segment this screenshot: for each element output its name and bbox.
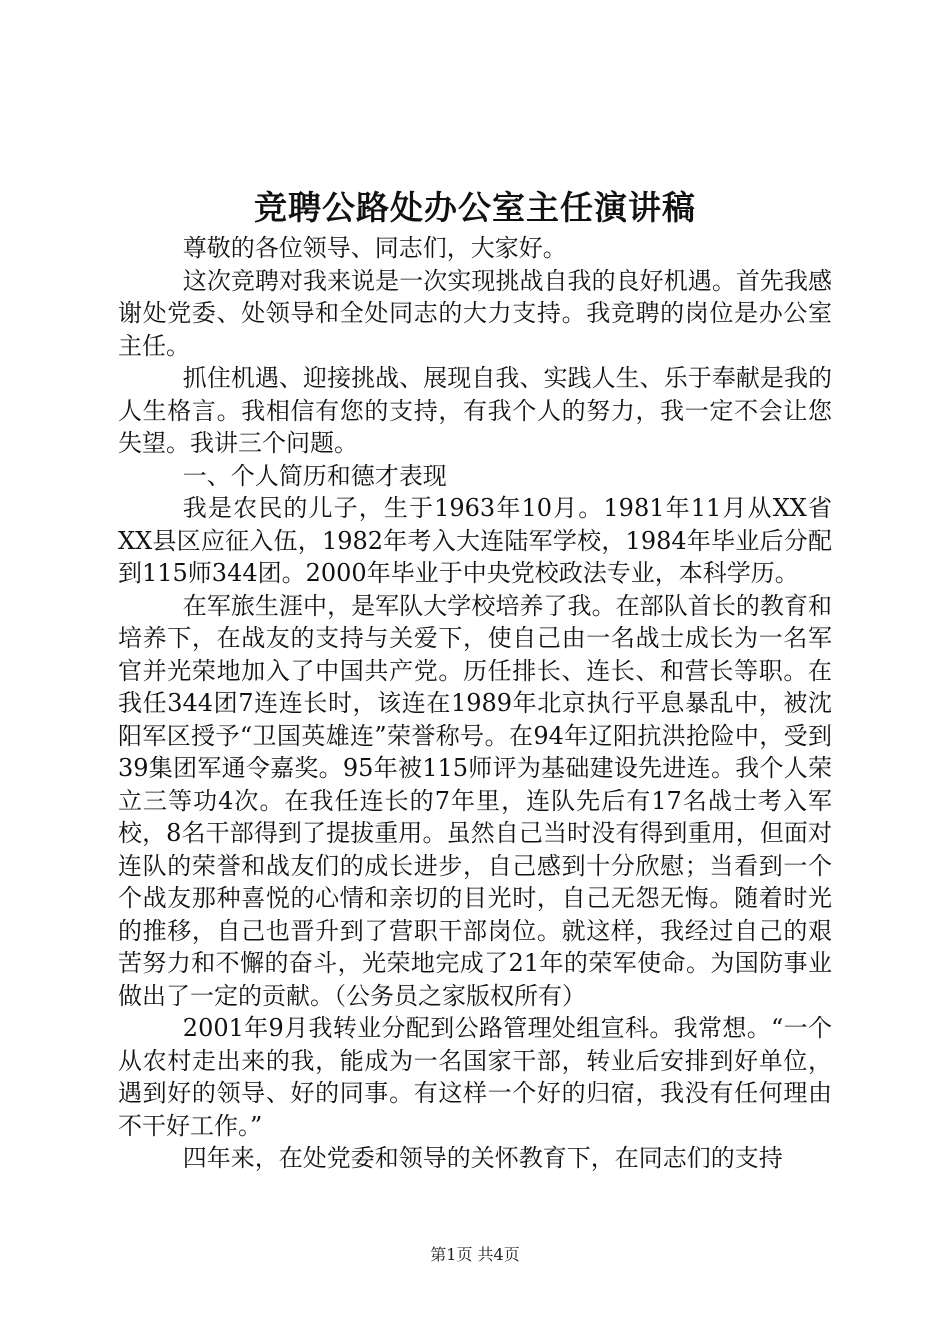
paragraph-military-career: 在军旅生涯中，是军队大学校培养了我。在部队首长的教育和培养下，在战友的支持与关爱下，使自己由一名战士成长为一名军官并光荣地加入了中国共产党。历任排长、连长、和营长等职。在我任344团7连连长时，该连在1989年北京执行平息暴乱中，被沈阳军区授予“卫国英雄连”荣誉称号。在94年辽阳抗洪抢险中，受到39集团军通令嘉奖。95年被115师评为基础建设先进连。我个人荣立三等功4次。在我任连长的7年里，连队先后有17名战士考入军校，8名干部得到了提拔重用。虽然自己当时没有得到重用，但面对连队的荣誉和战友们的成长进步，自己感到十分欣慰；当看到一个个战友那种喜悦的心情和亲切的目光时，自己无怨无悔。随着时光的推移，自己也晋升到了营职干部岗位。就这样，我经过自己的艰苦努力和不懈的奋斗，光荣地完成了21年的荣军使命。为国防事业做出了一定的贡献。（公务员之家版权所有） xyxy=(118,591,832,1010)
paragraph-four-years: 四年来，在处党委和领导的关怀教育下，在同志们的支持 xyxy=(182,1144,783,1172)
document-title: 竞聘公路处办公室主任演讲稿 xyxy=(254,188,696,227)
paragraph-intro: 这次竞聘对我来说是一次实现挑战自我的良好机遇。首先我感谢处党委、处领导和全处同志的大力支持。我竞聘的岗位是办公室主任。 xyxy=(118,266,832,360)
page-footer: 第1页 共4页 xyxy=(430,1245,520,1264)
paragraph-background: 我是农民的儿子，生于1963年10月。1981年11月从XX省XX县区应征入伍，1982年考入大连陆军学校，1984年毕业后分配到115师344团。2000年毕业于中央党校政法专业，本科学历。 xyxy=(118,494,832,587)
paragraph-greeting: 尊敬的各位领导、同志们，大家好。 xyxy=(182,234,567,262)
document-body xyxy=(118,232,832,1175)
paragraph-motto: 抓住机遇、迎接挑战、展现自我、实践人生、乐于奉献是我的人生格言。我相信有您的支持，有我个人的努力，我一定不会让您失望。我讲三个问题。 xyxy=(118,364,832,457)
paragraph-transfer: 2001年9月我转业分配到公路管理处组宣科。我常想。“一个从农村走出来的我，能成为一名国家干部，转业后安排到好单位，遇到好的领导、好的同事。有这样一个好的归宿，我没有任何理由不干好工作。” xyxy=(118,1014,832,1140)
section-heading-1: 一、个人简历和德才表现 xyxy=(182,461,447,490)
